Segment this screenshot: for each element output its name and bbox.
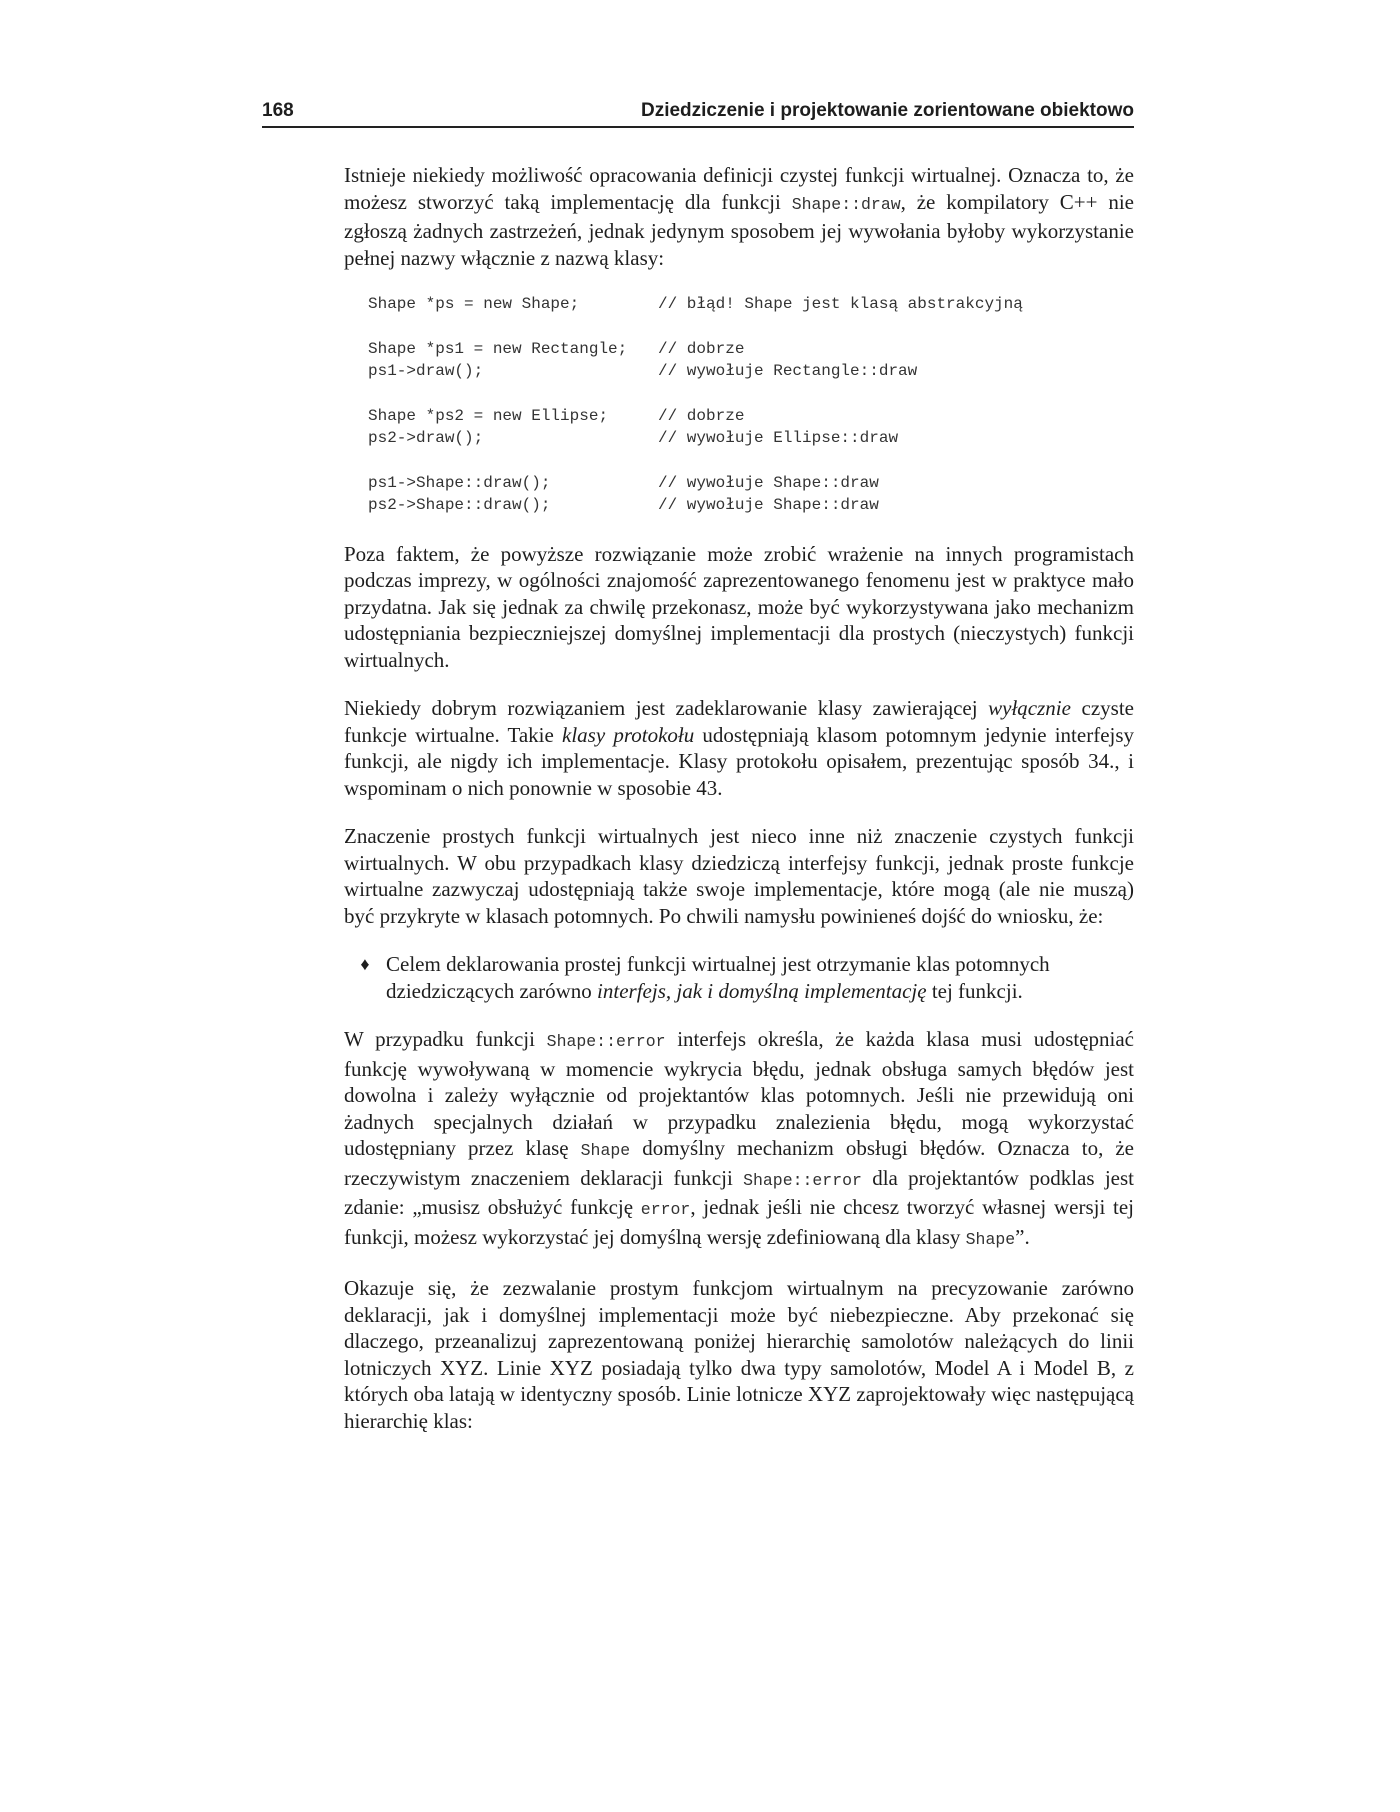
paragraph-text: interfejs określa, że każda klasa musi udostępniać funkcję wywoływaną w momencie wykrycia błędu, jednak obsługa samych błędów jest dowolna i zależy wyłącznie od projektantów klas potomnych. Jeśli nie przewidują oni żadnych specjalnych działań w przypadku znalezienia błędu, mogą wykorzystać udostępniany przez klasę	[344, 1027, 1135, 1160]
inline-code: Shape	[580, 1141, 631, 1160]
paragraph-text: , jednak jeśli nie chcesz tworzyć własnej wersji tej funkcji, możesz wykorzystać jej domyślną wersję zdefiniowaną dla klasy	[344, 1195, 1135, 1249]
paragraph-text: domyślny mechanizm obsługi błędów. Oznacza to, że rzeczywistym znaczeniem deklaracji funkcji	[344, 1136, 1134, 1190]
code-line	[368, 427, 1134, 450]
emphasis: klasy protokołu	[562, 722, 695, 747]
code-statement: Shape *ps = new Shape;	[368, 295, 580, 313]
paragraph-text: W przypadku funkcji	[344, 1027, 547, 1051]
paragraph-text: , że kompilatory C++ nie zgłoszą żadnych zastrzeżeń, jednak jedynym sposobem jej wywołania byłoby wykorzystanie pełnej nazwy włącznie z nazwą klasy:	[344, 189, 1134, 270]
code-statement: ps2->Shape::draw();	[368, 496, 551, 514]
code-group	[368, 338, 1134, 383]
code-line	[368, 338, 1134, 361]
code-comment: // dobrze	[658, 339, 745, 358]
code-statement: ps1->Shape::draw();	[368, 473, 551, 492]
code-line	[368, 494, 1134, 517]
code-group	[368, 293, 1134, 316]
code-comment: // wywołuje Shape::draw	[658, 473, 879, 492]
code-listing	[368, 293, 1134, 517]
code-statement: Shape *ps1 = new Rectangle;	[368, 339, 628, 358]
code-line	[368, 293, 1134, 316]
page-body	[344, 162, 1134, 1456]
paragraph-text: czyste funkcje wirtualne. Takie	[344, 696, 1134, 747]
page-number: 168	[262, 100, 294, 121]
paragraph-text: ”.	[1015, 1224, 1030, 1249]
page-header	[262, 96, 1134, 128]
code-group	[368, 472, 1134, 517]
code-statement: ps2->draw();	[368, 429, 484, 447]
inline-code: Shape::error	[546, 1032, 666, 1051]
paragraph-text: dla projektantów podklas jest zdanie: „musisz obsłużyć funkcję	[344, 1165, 1134, 1219]
code-comment: // wywołuje Shape::draw	[658, 496, 879, 514]
inline-code: error	[640, 1200, 691, 1219]
code-comment: // wywołuje Ellipse::draw	[658, 429, 899, 447]
emphasis: wyłącznie	[988, 696, 1071, 720]
paragraph-protocol-classes	[344, 695, 1134, 801]
paragraph: Okazuje się, że zezwalanie prostym funkcjom wirtualnym na precyzowanie zarówno deklaracji, jak i domyślnej implementacji może być niebezpieczne. Aby przekonać się dlaczego, przeanalizuj zaprezentowaną poniżej hierarchię samolotów należących do linii lotniczych XYZ. Linie XYZ posiadają tylko dwa typy samolotów, Model A i Model B, z których oba latają w identyczny sposób. Linie lotnicze XYZ zaprojektowały więc następującą hierarchię klas:	[344, 1276, 1134, 1433]
code-group	[368, 405, 1134, 450]
code-line	[368, 360, 1134, 383]
paragraph-text: Istnieje niekiedy możliwość opracowania definicji czystej funkcji wirtualnej. Oznacza to, że możesz stworzyć taką implementację dla funkcji	[344, 163, 1134, 214]
bullet-text	[386, 951, 1134, 1004]
paragraph-text: udostępniają klasom potomnym jedynie interfejsy funkcji, ale nigdy ich implementacje. Klasy protokołu opisałem, prezentując sposób 34., i wspominam o nich ponownie w sposobie 43.	[344, 722, 1135, 800]
code-statement: ps1->draw();	[368, 362, 484, 380]
bullet-text-part: Celem deklarowania prostej funkcji wirtualnej jest otrzymanie klas potomnych dziedziczących zarówno	[386, 952, 1050, 1003]
paragraph: Poza faktem, że powyższe rozwiązanie może zrobić wrażenie na innych programistach podczas imprezy, w ogólności znajomość zaprezentowanego fenomenu jest w praktyce mało przydatna. Jak się jednak za chwilę przekonasz, może być wykorzystywana jako mechanizm udostępniania bezpieczniejszej domyślnej implementacji dla prostych (nieczystych) funkcji wirtualnych.	[344, 541, 1134, 672]
running-title: Dziedziczenie i projektowanie zorientowane obiektowo	[640, 100, 1134, 121]
code-line	[368, 405, 1134, 428]
inline-code: Shape	[965, 1229, 1016, 1249]
code-comment: // wywołuje Rectangle::draw	[658, 362, 918, 380]
diamond-bullet-icon: ♦	[360, 954, 370, 974]
code-line	[368, 472, 1134, 495]
bullet-item	[344, 951, 1134, 1004]
bullet-text-part: tej funkcji.	[926, 978, 1023, 1003]
code-comment: // błąd! Shape jest klasą abstrakcyjną	[658, 295, 1023, 313]
inline-code: Shape::draw	[791, 194, 901, 214]
code-comment: // dobrze	[658, 406, 745, 425]
inline-code: Shape::error	[743, 1170, 862, 1190]
paragraph-text: Niekiedy dobrym rozwiązaniem jest zadeklarowanie klasy zawierającej	[344, 696, 989, 720]
code-statement: Shape *ps2 = new Ellipse;	[368, 406, 609, 425]
emphasis: interfejs, jak i domyślną implementację	[597, 978, 927, 1003]
paragraph-shape-error	[344, 1026, 1134, 1253]
paragraph: Znaczenie prostych funkcji wirtualnych jest nieco inne niż znaczenie czystych funkcji wirtualnych. W obu przypadkach klasy dziedziczą interfejsy funkcji, jednak proste funkcje wirtualne zazwyczaj udostępniają także swoje implementacje, które mogą (ale nie muszą) być przykryte w klasach potomnych. Po chwili namysłu powinieneś dojść do wniosku, że:	[344, 824, 1134, 928]
paragraph-intro	[344, 162, 1134, 271]
